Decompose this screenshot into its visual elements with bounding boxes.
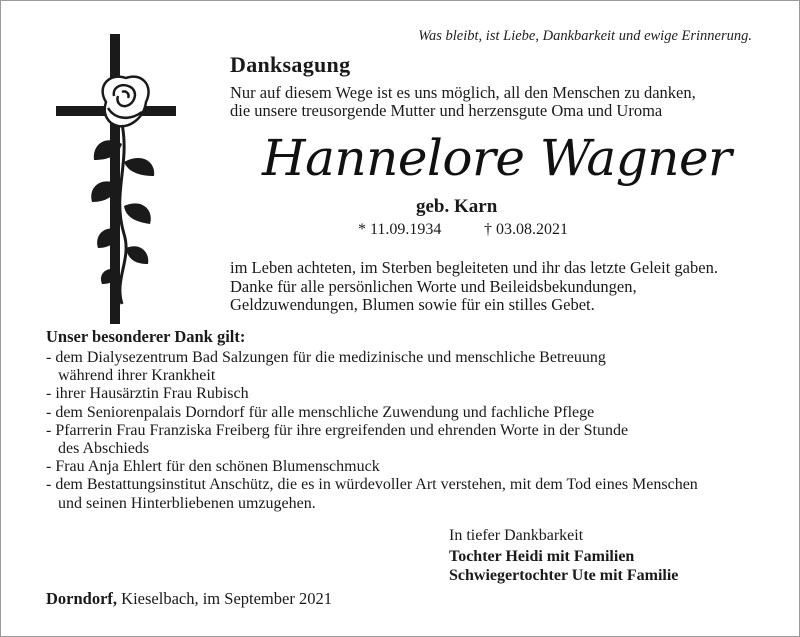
intro-line: Nur auf diesem Wege ist es uns möglich, all den Menschen zu danken, — [230, 83, 696, 102]
maiden-name: geb. Karn — [416, 196, 498, 217]
list-item: - ihrer Hausärztin Frau Rubisch — [46, 385, 249, 403]
body-line: Geldzuwendungen, Blumen sowie für ein stilles Gebet. — [230, 295, 595, 314]
signers — [449, 548, 678, 585]
cross-with-rose-icon — [52, 34, 182, 324]
intro-line: die unsere treusorgende Mutter und herzensgute Oma und Uroma — [230, 101, 663, 120]
intro-text — [230, 84, 696, 120]
notice-title: Danksagung — [230, 52, 351, 77]
place-bold: Dorndorf, — [46, 589, 118, 608]
closing-phrase: In tiefer Dankbarkeit — [449, 527, 584, 544]
list-item: - Frau Anja Ehlert für den schönen Blumenschmuck — [46, 458, 380, 476]
list-item: - dem Dialysezentrum Bad Salzungen für die medizinische und menschliche Betreuung — [46, 349, 606, 366]
list-item: während ihrer Krankheit — [46, 367, 216, 385]
deceased-name: Hannelore Wagner — [262, 129, 732, 187]
thanks-heading: Unser besonderer Dank gilt: — [46, 327, 246, 346]
body-line: Danke für alle persönlichen Worte und Beileidsbekundungen, — [230, 276, 637, 296]
list-item: - Pfarrerin Frau Franziska Freiberg für ihre ergreifenden und ehrenden Worte in der Stunde — [46, 421, 629, 439]
birth-date: * 11.09.1934 — [358, 221, 442, 238]
list-item: und seinen Hinterbliebenen umzugehen. — [46, 494, 316, 512]
list-item: - dem Bestattungsinstitut Anschütz, die es in würdevoller Art verstehen, mit dem Tod eines Menschen — [46, 476, 698, 494]
body-line: im Leben achteten, im Sterben begleiteten und ihr das letzte Geleit gaben. — [230, 258, 718, 277]
signer-line: Tochter Heidi mit Familien — [449, 548, 635, 565]
list-item: des Abschieds — [46, 440, 150, 458]
place-date — [46, 589, 332, 609]
thanks-list — [46, 349, 698, 513]
motto: Was bleibt, ist Liebe, Dankbarkeit und ewige Erinnerung. — [418, 28, 752, 44]
list-item: - dem Seniorenpalais Dorndorf für alle menschliche Zuwendung und fachliche Pflege — [46, 403, 595, 421]
death-date: † 03.08.2021 — [484, 221, 568, 238]
place-rest: Kieselbach, im September 2021 — [117, 589, 332, 608]
signer-line: Schwiegertochter Ute mit Familie — [449, 566, 679, 584]
body-text — [230, 259, 718, 315]
